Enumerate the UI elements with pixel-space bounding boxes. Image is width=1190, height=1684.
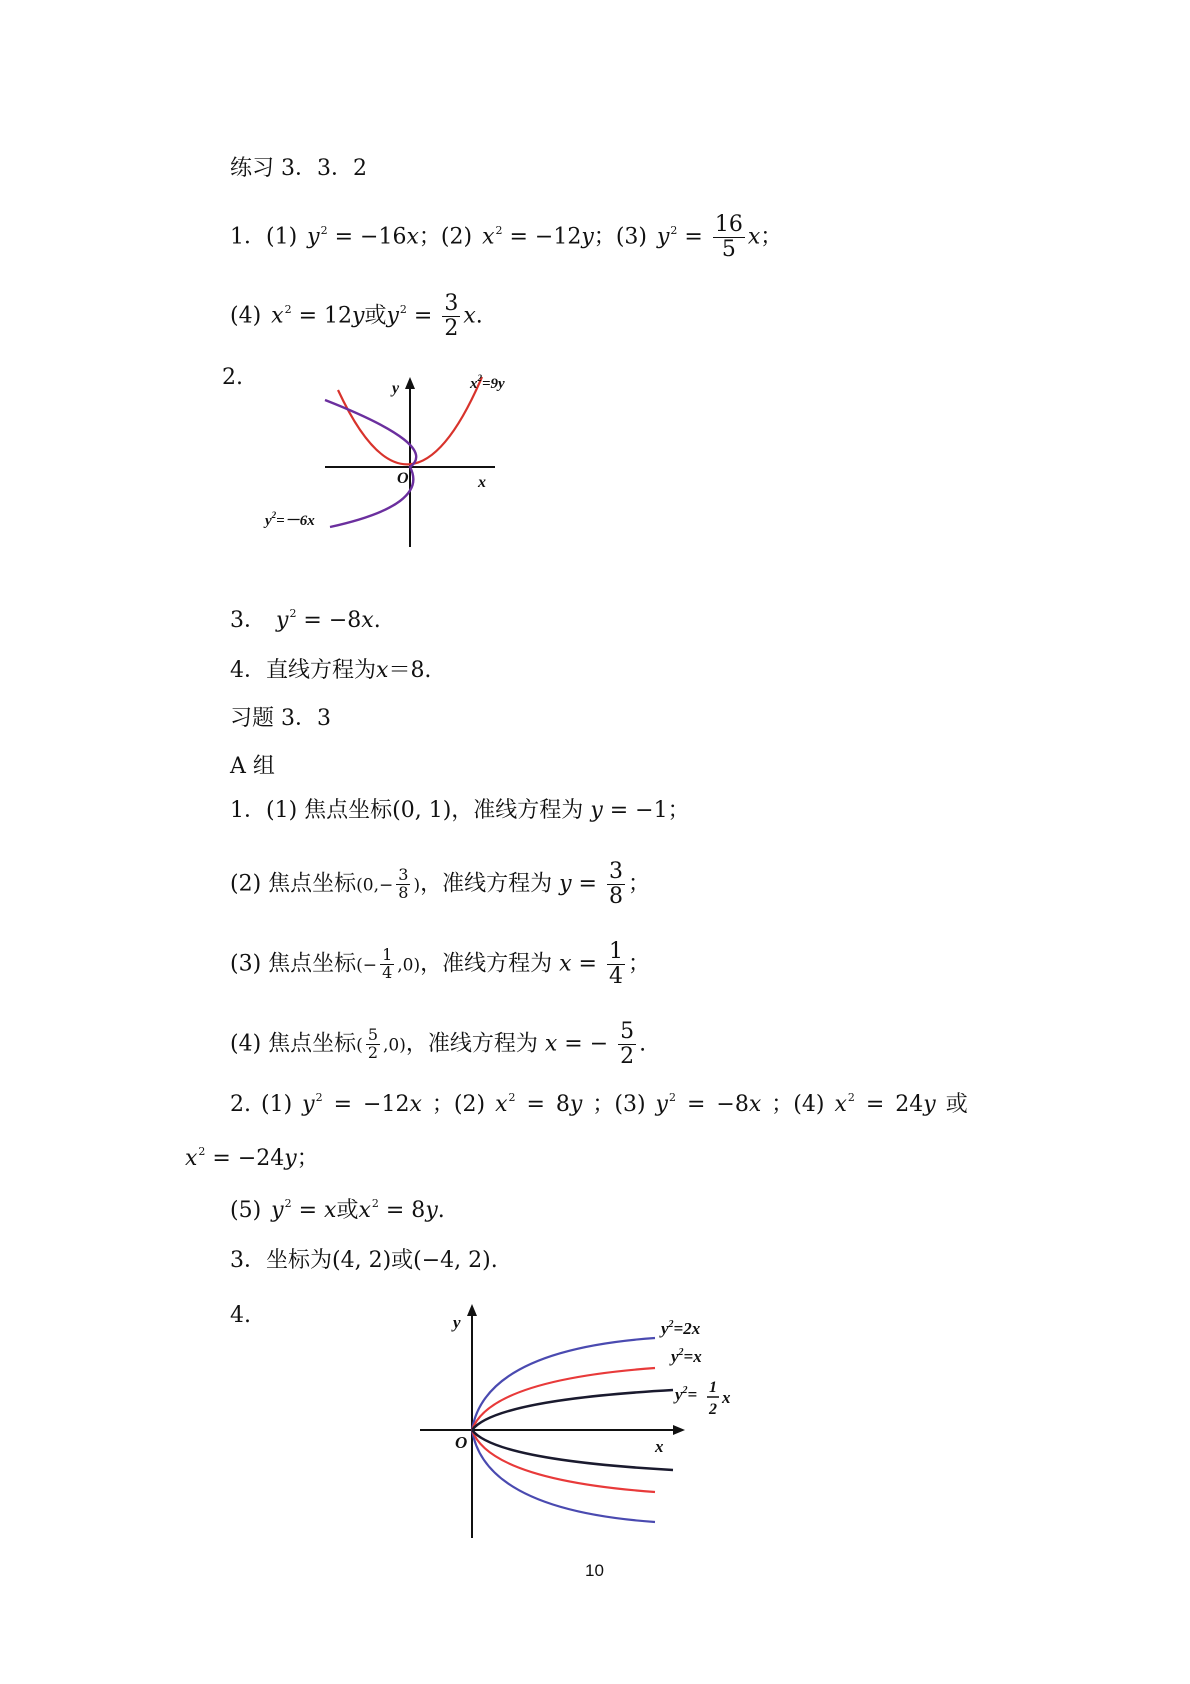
label-y-axis: y — [392, 380, 400, 397]
label-y-axis: y — [453, 1313, 461, 1332]
label-half-numerator: 1 — [709, 1379, 717, 1396]
q4-line: 4．直线方程为x＝8. — [230, 658, 432, 683]
a4-number: 4. — [230, 1303, 251, 1328]
a1-line4: (4) 焦点坐标( $\frac{5}{2}$ ,0)，准线方程为 x = − $\frac{5}{2}$ . — [230, 1019, 647, 1070]
label-curve-x2-9y: $x^2=9y$ — [470, 373, 505, 392]
fraction-1-4: $\frac{1}{4}$ — [608, 939, 623, 990]
curve-y2-2x-upper — [472, 1338, 655, 1430]
section-title-exercise: 练习 3．3．2 — [230, 156, 367, 181]
q3-line: 3． $y^2 = -8x$. — [230, 607, 381, 633]
y-axis-arrow — [405, 377, 415, 389]
a3-line: 3．坐标为(4, 2)或(−4, 2). — [230, 1248, 498, 1273]
q1-line1: 1．(1) $y^2 = -16x$；(2) $x^2 = -12y$；(3) $y^2$ = $\frac{16}{5}$ x； — [230, 212, 783, 263]
curve-y2-half-x-lower — [472, 1430, 673, 1470]
figure-parabolas-q2 — [260, 365, 540, 550]
label-half-var: x — [722, 1388, 731, 1407]
fraction-3-8-small: $\frac{3}{8}$ — [398, 865, 409, 903]
a1-line1: 1．(1) 焦点坐标(0, 1)，准线方程为 y = −1； — [230, 798, 690, 823]
x-axis-arrow — [673, 1425, 685, 1435]
label-x-axis: x — [478, 474, 486, 491]
a2-line1: 2. (1) $y^2 = -12x$ ；(2) $x^2 = 8y$ ；(3) $y^2 = -8x$ ；(4) $x^2 = 24y$ 或 — [230, 1091, 968, 1117]
fraction-3-8: $\frac{3}{8}$ — [608, 859, 623, 910]
label-half-denominator: 2 — [709, 1401, 717, 1418]
a2-line3: (5) $y^2 = x$或$x^2 = 8y$. — [230, 1197, 445, 1223]
a1-line2: (2) 焦点坐标(0,− $\frac{3}{8}$ )，准线方程为 y = $\frac{3}{8}$ ； — [230, 859, 650, 910]
curve-y2-half-x-upper — [472, 1390, 673, 1430]
fraction-16-5: $\frac{16}{5}$ — [714, 212, 743, 263]
label-x-axis: x — [655, 1437, 664, 1456]
q2-number: 2. — [222, 365, 243, 390]
label-origin: O — [397, 470, 409, 487]
fraction-5-2-small: $\frac{5}{2}$ — [367, 1025, 378, 1063]
y-axis-arrow — [467, 1304, 477, 1316]
fraction-3-2: $\frac{3}{2}$ — [444, 291, 459, 342]
q1-line2: (4) $x^2 = 12y$或$y^2$ = $\frac{3}{2}$ x. — [230, 291, 483, 342]
label-curve-y2-2x: $y^2=2x$ — [661, 1319, 701, 1338]
label-curve-y2-half-x: $y^2=$ — [675, 1385, 698, 1404]
a2-line2: $x^2 = -24y$； — [185, 1145, 319, 1171]
a1-line3: (3) 焦点坐标(− $\frac{1}{4}$ ,0)，准线方程为 x = $\frac{1}{4}$ ； — [230, 939, 650, 990]
fraction-5-2: $\frac{5}{2}$ — [620, 1019, 635, 1070]
fraction-1-4-small: $\frac{1}{4}$ — [382, 945, 393, 983]
group-a-title: A 组 — [230, 754, 275, 779]
curve-y2-2x-lower — [472, 1430, 655, 1522]
label-curve-y2-x: $y^2=x$ — [671, 1347, 702, 1366]
figure-parabolas-a4 — [415, 1300, 755, 1540]
page-number: 10 — [585, 1561, 604, 1580]
section-title-problems: 习题 3．3 — [230, 706, 331, 731]
label-curve-y2-neg6x: $y^2=-6x$ — [265, 510, 315, 529]
label-origin: O — [455, 1433, 468, 1452]
